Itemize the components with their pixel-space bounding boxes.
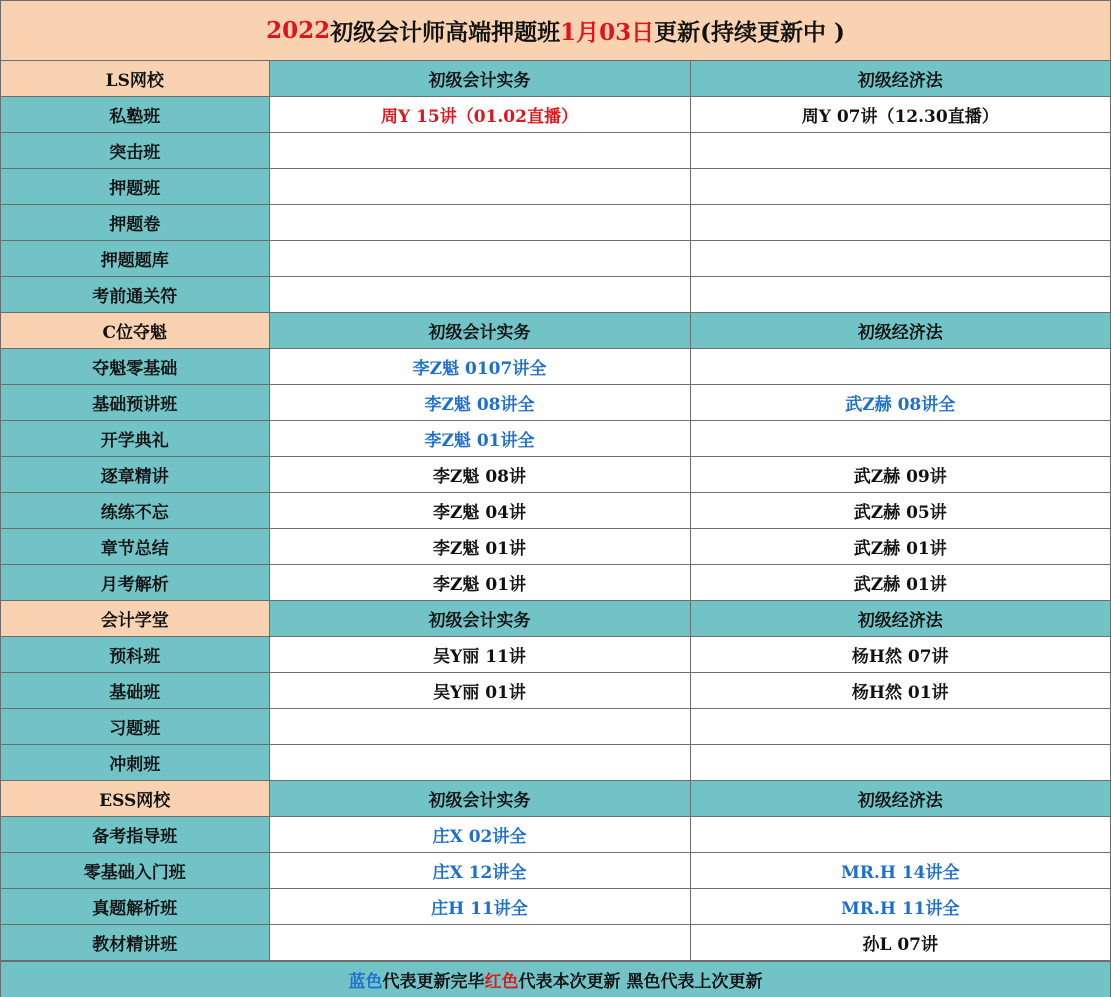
section-header-row — [1, 601, 1110, 637]
accounting-cell: 吴Y丽 01讲 — [269, 673, 690, 709]
course-label: 冲刺班 — [1, 745, 269, 781]
accounting-cell: 李Z魁 04讲 — [269, 493, 690, 529]
course-label: 押题题库 — [1, 241, 269, 277]
column-header-economic-law: 初级经济法 — [690, 781, 1110, 817]
economic-law-cell — [690, 421, 1110, 457]
column-header-accounting: 初级会计实务 — [269, 781, 690, 817]
section-name: ESS网校 — [1, 781, 269, 817]
table-row — [1, 817, 1110, 853]
column-header-economic-law: 初级经济法 — [690, 313, 1110, 349]
table-row — [1, 745, 1110, 781]
accounting-cell: 李Z魁 01讲 — [269, 529, 690, 565]
table-row — [1, 133, 1110, 169]
economic-law-cell: 孙L 07讲 — [690, 925, 1110, 961]
accounting-cell — [269, 241, 690, 277]
table-row — [1, 97, 1110, 133]
accounting-cell — [269, 709, 690, 745]
accounting-cell: 周Y 15讲（01.02直播） — [269, 97, 690, 133]
schedule-table — [1, 61, 1110, 961]
course-label: 教材精讲班 — [1, 925, 269, 961]
economic-law-cell: MR.H 14讲全 — [690, 853, 1110, 889]
section-header-row — [1, 61, 1110, 97]
accounting-cell: 李Z魁 0107讲全 — [269, 349, 690, 385]
table-row — [1, 385, 1110, 421]
title-suffix: 更新(持续更新中 ) — [654, 19, 845, 46]
accounting-cell — [269, 169, 690, 205]
economic-law-cell — [690, 277, 1110, 313]
column-header-accounting: 初级会计实务 — [269, 601, 690, 637]
economic-law-cell — [690, 349, 1110, 385]
table-row — [1, 889, 1110, 925]
economic-law-cell: 周Y 07讲（12.30直播） — [690, 97, 1110, 133]
economic-law-cell — [690, 817, 1110, 853]
economic-law-cell: 杨H然 01讲 — [690, 673, 1110, 709]
course-label: 真题解析班 — [1, 889, 269, 925]
economic-law-cell: 武Z赫 05讲 — [690, 493, 1110, 529]
title-date: 1月03日 — [560, 19, 655, 46]
economic-law-cell: 武Z赫 08讲全 — [690, 385, 1110, 421]
course-label: 预科班 — [1, 637, 269, 673]
economic-law-cell — [690, 169, 1110, 205]
accounting-cell: 庄X 12讲全 — [269, 853, 690, 889]
course-label: 零基础入门班 — [1, 853, 269, 889]
table-row — [1, 673, 1110, 709]
course-label: 习题班 — [1, 709, 269, 745]
column-header-accounting: 初级会计实务 — [269, 313, 690, 349]
section-name: 会计学堂 — [1, 601, 269, 637]
course-label: 押题卷 — [1, 205, 269, 241]
accounting-cell: 李Z魁 01讲 — [269, 565, 690, 601]
section-name: LS网校 — [1, 61, 269, 97]
accounting-cell: 李Z魁 08讲全 — [269, 385, 690, 421]
course-label: 开学典礼 — [1, 421, 269, 457]
table-row — [1, 529, 1110, 565]
column-header-accounting: 初级会计实务 — [269, 61, 690, 97]
table-row — [1, 349, 1110, 385]
course-label: 备考指导班 — [1, 817, 269, 853]
economic-law-cell — [690, 205, 1110, 241]
economic-law-cell — [690, 241, 1110, 277]
course-label: 逐章精讲 — [1, 457, 269, 493]
course-label: 夺魁零基础 — [1, 349, 269, 385]
accounting-cell — [269, 133, 690, 169]
table-row — [1, 205, 1110, 241]
economic-law-cell: MR.H 11讲全 — [690, 889, 1110, 925]
accounting-cell: 吴Y丽 11讲 — [269, 637, 690, 673]
table-row — [1, 457, 1110, 493]
economic-law-cell — [690, 745, 1110, 781]
accounting-cell: 李Z魁 08讲 — [269, 457, 690, 493]
economic-law-cell — [690, 133, 1110, 169]
accounting-cell: 庄X 02讲全 — [269, 817, 690, 853]
course-label: 押题班 — [1, 169, 269, 205]
course-label: 练练不忘 — [1, 493, 269, 529]
table-row — [1, 169, 1110, 205]
economic-law-cell: 武Z赫 01讲 — [690, 529, 1110, 565]
accounting-cell — [269, 205, 690, 241]
accounting-cell: 李Z魁 01讲全 — [269, 421, 690, 457]
course-label: 私塾班 — [1, 97, 269, 133]
course-label: 考前通关符 — [1, 277, 269, 313]
accounting-cell — [269, 925, 690, 961]
accounting-cell: 庄H 11讲全 — [269, 889, 690, 925]
section-header-row — [1, 781, 1110, 817]
accounting-cell — [269, 277, 690, 313]
color-legend — [1, 961, 1110, 997]
course-label: 月考解析 — [1, 565, 269, 601]
legend-blue-desc: 代表更新完毕 — [382, 972, 485, 992]
legend-blue-word: 蓝色 — [348, 972, 383, 992]
title-year: 2022 — [266, 17, 331, 44]
table-row — [1, 277, 1110, 313]
column-header-economic-law: 初级经济法 — [690, 61, 1110, 97]
table-row — [1, 709, 1110, 745]
section-header-row — [1, 313, 1110, 349]
sheet-title — [1, 1, 1110, 61]
course-label: 突击班 — [1, 133, 269, 169]
economic-law-cell — [690, 709, 1110, 745]
economic-law-cell: 杨H然 07讲 — [690, 637, 1110, 673]
legend-red-word: 红色 — [484, 972, 519, 992]
column-header-economic-law: 初级经济法 — [690, 601, 1110, 637]
table-row — [1, 853, 1110, 889]
table-row — [1, 421, 1110, 457]
course-label: 基础班 — [1, 673, 269, 709]
course-label: 基础预讲班 — [1, 385, 269, 421]
table-row — [1, 925, 1110, 961]
course-label: 章节总结 — [1, 529, 269, 565]
economic-law-cell: 武Z赫 09讲 — [690, 457, 1110, 493]
title-main: 初级会计师高端押题班 — [330, 19, 561, 46]
accounting-cell — [269, 745, 690, 781]
table-row — [1, 241, 1110, 277]
table-row — [1, 637, 1110, 673]
table-row — [1, 565, 1110, 601]
section-name: C位夺魁 — [1, 313, 269, 349]
economic-law-cell: 武Z赫 01讲 — [690, 565, 1110, 601]
legend-red-desc: 代表本次更新 黑色代表上次更新 — [518, 972, 763, 992]
table-row — [1, 493, 1110, 529]
